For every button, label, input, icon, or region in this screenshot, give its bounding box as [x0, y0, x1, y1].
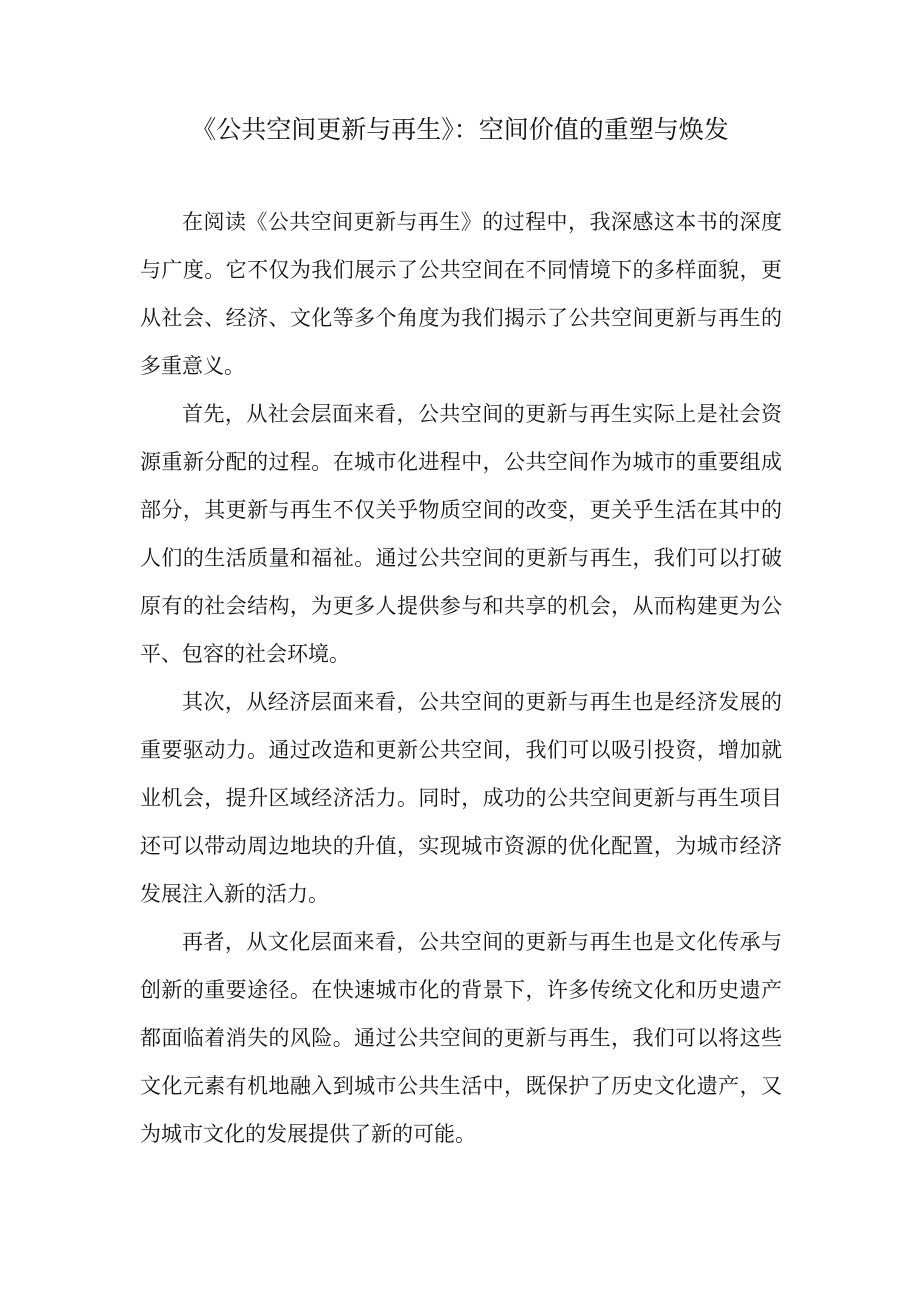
paragraph-1: 在阅读《公共空间更新与再生》的过程中，我深感这本书的深度与广度。它不仅为我们展示了公共空间在不同情境下的多样面貌，更从社会、经济、文化等多个角度为我们揭示了公共空间更新与再生的多重意义。 [140, 210, 782, 378]
paragraph-2: 首先，从社会层面来看，公共空间的更新与再生实际上是社会资源重新分配的过程。在城市化进程中，公共空间作为城市的重要组成部分，其更新与再生不仅关乎物质空间的改变，更关乎生活在其中的人们的生活质量和福祉。通过公共空间的更新与再生，我们可以打破原有的社会结构，为更多人提供参与和共享的机会，从而构建更为公平、包容的社会环境。 [140, 402, 782, 666]
paragraph-3: 其次，从经济层面来看，公共空间的更新与再生也是经济发展的重要驱动力。通过改造和更新公共空间，我们可以吸引投资，增加就业机会，提升区域经济活力。同时，成功的公共空间更新与再生项目还可以带动周边地块的升值，实现城市资源的优化配置，为城市经济发展注入新的活力。 [140, 690, 782, 906]
document-body [140, 198, 782, 1158]
paragraph-4: 再者，从文化层面来看，公共空间的更新与再生也是文化传承与创新的重要途径。在快速城市化的背景下，许多传统文化和历史遗产都面临着消失的风险。通过公共空间的更新与再生，我们可以将这些文化元素有机地融入到城市公共生活中，既保护了历史文化遗产，又为城市文化的发展提供了新的可能。 [140, 930, 782, 1146]
document-title: 《公共空间更新与再生》：空间价值的重塑与焕发 [191, 115, 729, 144]
